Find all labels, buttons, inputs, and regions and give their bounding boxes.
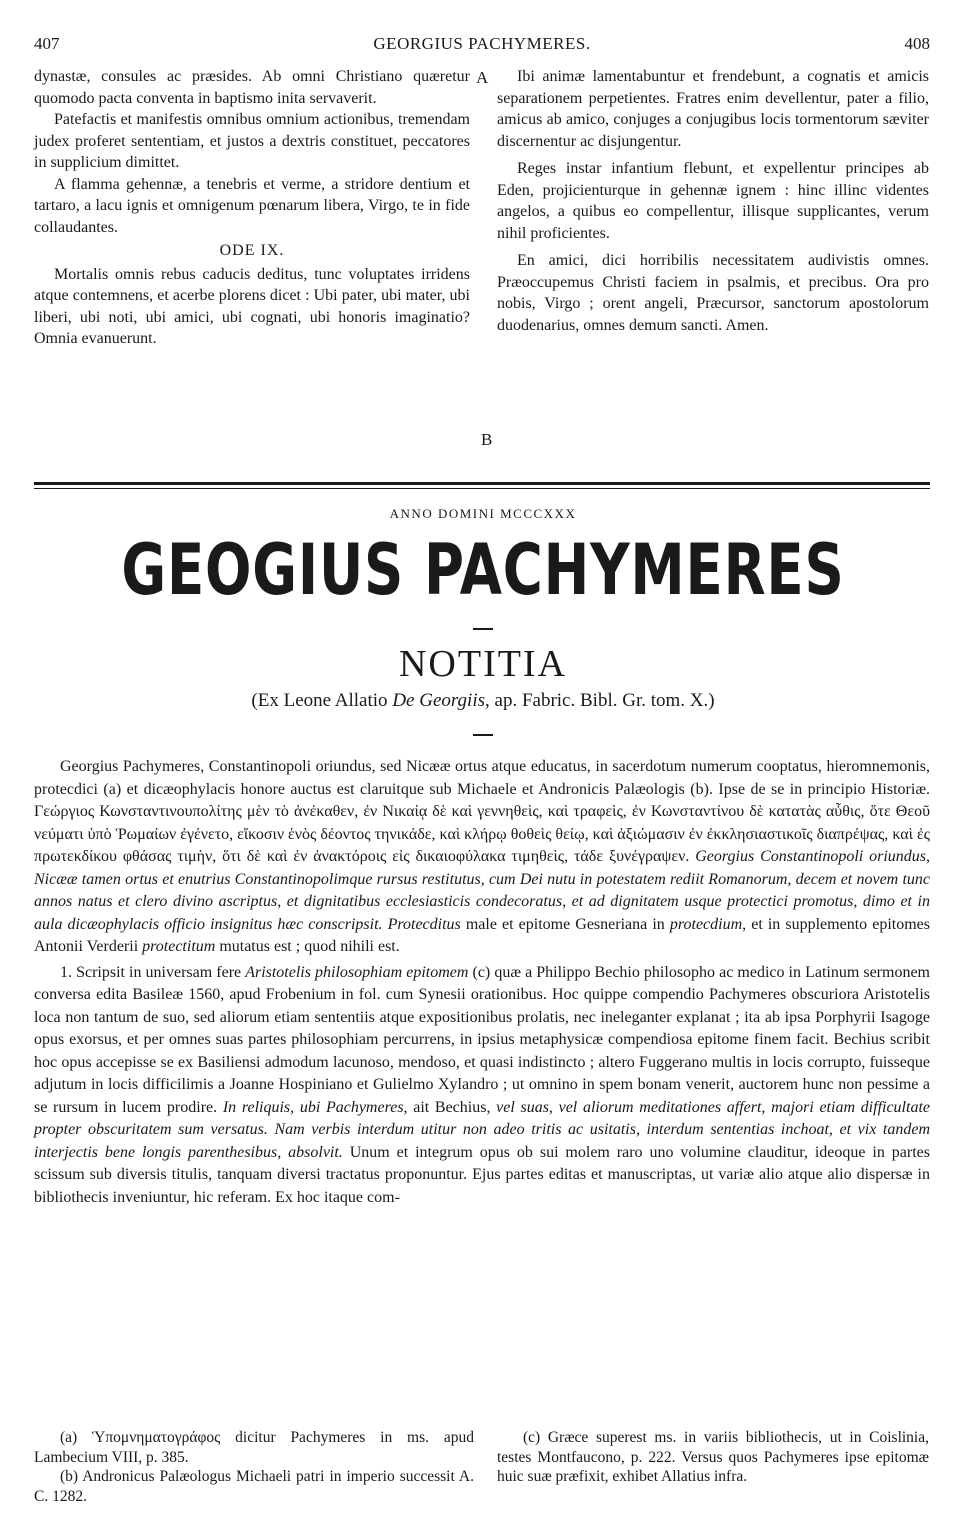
section-rule-thick	[34, 482, 930, 485]
page-header	[34, 34, 930, 58]
footnotes-right	[497, 1428, 929, 1487]
margin-marker-b: B	[481, 430, 493, 449]
main-body	[34, 756, 930, 1209]
left-paragraph-2: Patefactis et manifestis omnibus omnium actionibus, tremendam judex proferet sententiam, et justos a dextris constituet, peccatores in supplicium dimittet.	[34, 111, 470, 171]
right-column	[497, 66, 929, 336]
running-title: GEORGIUS PACHYMERES.	[373, 34, 591, 53]
right-paragraph-3: En amici, dici horribilis necessitatem audivistis omnes. Præoccupemus Christi faciem in psalmis, et precibus. Ora pro nobis, Virgo ; orent angeli, Præcursor, sanctorum apostolorum duodenarius, omnes demum sancti. Amen.	[497, 252, 929, 334]
right-paragraph-1: Ibi animæ lamentabuntur et frendebunt, a cognatis et amicis separationem perpetientes. Fratres enim devellentur, pater a filio, amicus ab amico, conjuges a conjugibus locis tormentorum sæviter discernentur ac disjungentur.	[497, 68, 929, 150]
notitia-heading: NOTITIA	[398, 643, 568, 685]
body-paragraph-1: Georgius Pachymeres, Constantinopoli oriundus, sed Nicææ ortus atque educatus, in sacerdotum numerum cooptatus, hieromnemonis, protecdici (a) et dicæophylacis honore auctus est claruitque sub Michaele et Andronicis Palæologis (b). Ipse de se in principio Historiæ. Γεώργιος Κωνσταντινουπολίτης μὲν τὸ ἀνέκαθεν, ἐν Νικαίᾳ δὲ καὶ γεννηθεὶς, καὶ τραφεὶς, ἐν Κωνσταντίνου δὲ κατατὰς αὖθις, ὅτε Θεοῦ νεύματι ὑπὸ Ῥωμαίων ἐγένετο, εἴκοσιν ἑνὸς δέοντος τηνικάδε, καὶ κλήρῳ θοθεὶς θείῳ, καὶ ἀξιώμασιν ἐν ἐκκλησιαστικοῖς διαπρέψας, καὶ ἐς πρωτεκδίκου φθάσας τιμὴν, ὅτι δὲ καὶ ἐν ἀνακτόροις εἰς δικαιοφύλακα τιμηθεὶς, τάδε ξυνέγραψεν. Georgius Constantinopoli oriundus, Nicææ tamen ortus et enutrius Constantinopolimque rursus restitutus, cum Dei nutu in potestatem rediit Romanorum, decem et novem tunc annos natus et clero divino ascriptus, et dignitatibus ecclesiasticis condecoratus, et ad dignitatem usque protectici promotus, dimo et in aula dicæophylacis officio insignitus hæc conscripsit. Protecditus male et epitome Gesneriana in protecdium, et in supplemento epitomes Antonii Verderii protectitum mutatus est ; quod nihili est.	[34, 758, 931, 955]
left-paragraph-1: dynastæ, consules ac præsides. Ab omni Christiano quæretur quomodo pacta conventa in baptismo inita servaverit.	[34, 68, 470, 107]
greek-quotation: Γεώργιος Κωνσταντινουπολίτης μὲν τὸ ἀνέκαθεν, ἐν Νικαίᾳ δὲ καὶ γεννηθεὶς, καὶ τραφεὶς, ἐν Κωνσταντίνου δὲ κατατὰς αὖθις, ὅτε Θεοῦ νεύματι ὑπὸ Ῥωμαίων ἐγένετο, εἴκοσιν ἑνὸς δέοντος τηνικάδε, καὶ κλήρῳ θοθεὶς θείῳ, καὶ ἀξιώμασιν ἐν ἐκκλησιαστικοῖς διαπρέψας, καὶ ἐς πρωτεκδίκου φθάσας τιμὴν, ὅτι δὲ καὶ ἐν ἀνακτόροις εἰς δικαιοφύλακα τιμηθεὶς, τάδε ξυνέγραψεν.	[34, 803, 930, 865]
page-number-left: 407	[34, 34, 60, 53]
ode-heading: ODE IX.	[219, 242, 285, 259]
source-line: (Ex Leone Allatio De Georgiis, ap. Fabric. Bibl. Gr. tom. X.)	[251, 690, 715, 711]
section-rule-thin	[34, 488, 930, 489]
footnote-a: (a) Ὑπομνηματογράφος dicitur Pachymeres in ms. apud Lambecium VIII, p. 385.	[34, 1429, 474, 1466]
left-paragraph-4: Mortalis omnis rebus caducis deditus, tunc voluptates irridens atque contemnens, et acerbe plorens dicet : Ubi pater, ubi mater, ubi liberi, ubi noti, ubi amici, ubi cognati, ubi honoris imaginatio? Omnia evanuerunt.	[34, 265, 470, 347]
title-dash	[473, 628, 493, 630]
year-line: ANNO DOMINI MCCCXXX	[389, 506, 577, 521]
footnote-c: (c) Græce superest ms. in variis bibliothecis, ut in Coislinia, testes Montfaucono, p. 222. Versus quos Pachymeres ipse epitomæ huic suæ præfixit, exhibet Allatius infra.	[497, 1429, 929, 1485]
footnote-b: (b) Andronicus Palæologus Michaeli patri in imperio successit A. C. 1282.	[34, 1468, 474, 1505]
page-number-right: 408	[904, 34, 930, 53]
body-paragraph-2: 1. Scripsit in universam fere Aristotelis philosophiam epitomem (c) quæ a Philippo Bechio philosopho ac medico in Latinum sermonem conversa edita Basileæ 1560, apud Frobenium in fol. cum Synesii orationibus. Hoc quippe compendio Pachymeres obscuriora Aristotelis loca non tantum de suo, sed aliorum etiam sententiis atque expositionibus prolatis, nec ineleganter explanat ; ita ab ipsa Porphyrii Isagoge opus exorsus, et per omnes suas partes philosophiam percurrens, in ipsius metaphysicæ compendiosa epitome finem facit. Bechius scribit hoc opus accepisse se ex Basiliensi admodum lacunoso, mendoso, et quasi indistincto ; altero Fuggerano multis in locis corrupto, fuisseque adjutum in locis difficilimis a Joanne Hospiniano et Gulielmo Xylandro ; ut omnino in spem bonam venerit, auctorem hunc non pessime a se rursum in lucem prodire. In reliquis, ubi Pachymeres, ait Bechius, vel suas, vel aliorum meditationes affert, majori etiam difficultate propter obscuritatem sum versatus. Nam verbis interdum utitur non adeo tritis ac usitatis, interdum sententias inchoat, et vix tandem interjectis bene longis parenthesibus, absolvit. Unum et integrum opus ob sui molem raro uno volumine clauditur, ideoque in partes scissum sub diversis titulis, tanquam diversi tractatus proponuntur. Ejus partes editas et manuscriptas, ut variæ alio atque alio dispersæ in bibliothecis inveniuntur, hic referam. Ex hoc itaque com-	[34, 963, 930, 1206]
left-column	[34, 66, 470, 350]
right-paragraph-2: Reges instar infantium flebunt, et expellentur principes ab Eden, projicienturque in gehennæ ignem : hinc illinc videntes angelos, a quibus eo compellentur, illisque supplicantes, verum nihil proficientes.	[497, 160, 929, 242]
bechius-quote: vel suas, vel aliorum meditationes affert, majori etiam difficultate propter obscuritatem sum versatus. Nam verbis interdum utitur non adeo tritis ac usitatis, interdum sententias inchoat, et vix tandem interjectis bene longis parenthesibus, absolvit.	[34, 1098, 930, 1161]
left-paragraph-3: A flamma gehennæ, a tenebris et verme, a stridore dentium et tartaro, a lacu ignis et omnigenum pœnarum libera, Virgo, te in fide collaudantes.	[34, 175, 470, 236]
latin-translation: Georgius Constantinopoli oriundus, Nicææ tamen ortus et enutrius Constantinopolimque rursus restitutus, cum Dei nutu in potestatem rediit Romanorum, decem et novem tunc annos natus et clero divino ascriptus, et dignitatibus ecclesiasticis condecoratus, et ad dignitatem usque protectici promotus, dimo et in aula dicæophylacis officio insignitus hæc conscripsit. Protecditus	[34, 848, 931, 933]
source-work: De Georgiis	[392, 690, 486, 711]
source-dash	[473, 734, 493, 736]
margin-marker-a: A	[476, 68, 489, 87]
footnotes-left	[34, 1428, 474, 1506]
author-title: GEOGIUS PACHYMERES	[121, 529, 845, 611]
